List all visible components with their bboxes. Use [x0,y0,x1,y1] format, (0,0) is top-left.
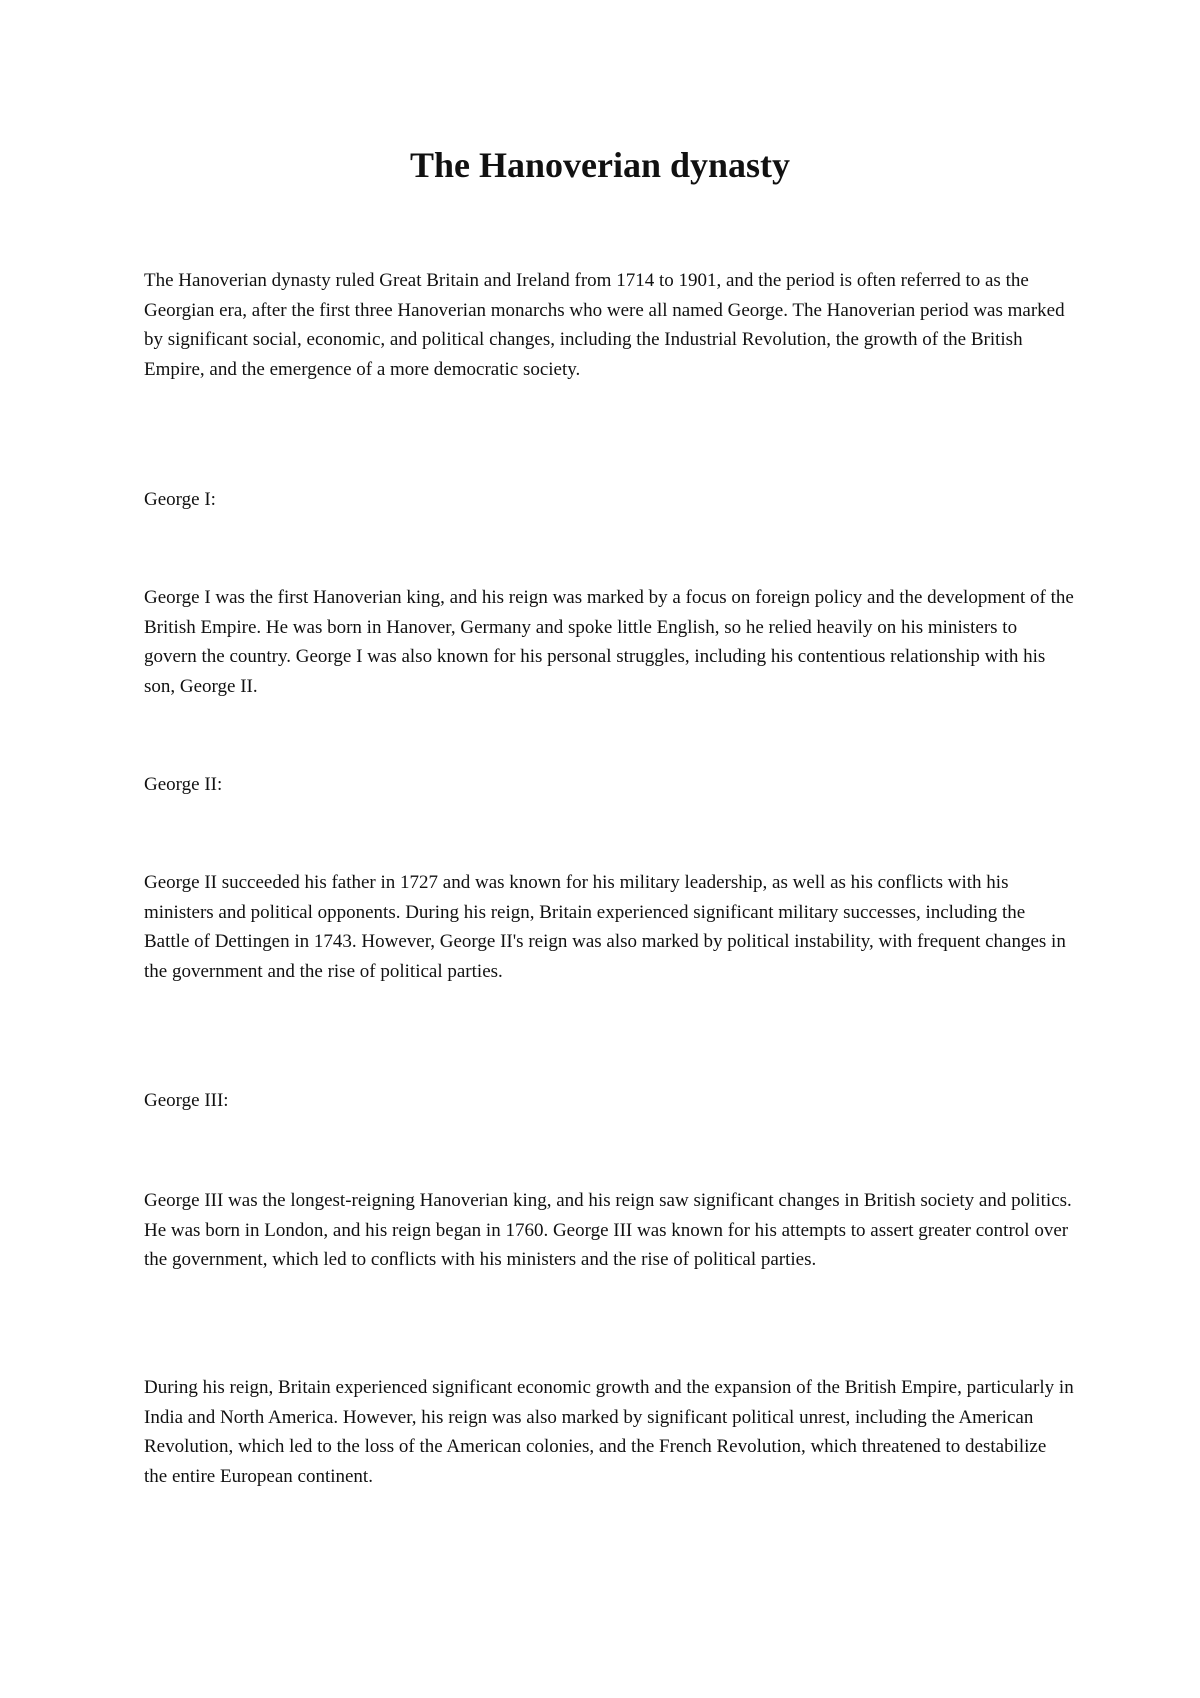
section-heading-george-ii: George II: [144,774,223,795]
george-iii-paragraph-2: During his reign, Britain experienced significant economic growth and the expansion of the British Empire, particularly in India and North America. However, his reign was also marked by significant political unrest, including the American Revolution, which led to the loss of the American colonies, and the French Revolution, which threatened to destabilize the entire European continent. [144,1377,1074,1487]
intro-paragraph: The Hanoverian dynasty ruled Great Britain and Ireland from 1714 to 1901, and the period is often referred to as the Georgian era, after the first three Hanoverian monarchs who were all named George. The Hanoverian period was marked by significant social, economic, and political changes, including the Industrial Revolution, the growth of the British Empire, and the emergence of a more democratic society. [144,270,1065,380]
george-i-paragraph: George I was the first Hanoverian king, and his reign was marked by a focus on foreign policy and the development of the British Empire. He was born in Hanover, Germany and spoke little English, so he relied heavily on his ministers to govern the country. George I was also known for his personal struggles, including his contentious relationship with his son, George II. [144,587,1074,697]
george-ii-paragraph: George II succeeded his father in 1727 and was known for his military leadership, as well as his conflicts with his ministers and political opponents. During his reign, Britain experienced significant military successes, including the Battle of Dettingen in 1743. However, George II's reign was also marked by political instability, with frequent changes in the government and the rise of political parties. [144,872,1066,982]
section-heading-george-iii: George III: [144,1090,229,1111]
george-iii-paragraph-1: George III was the longest-reigning Hanoverian king, and his reign saw significant changes in British society and politics. He was born in London, and his reign began in 1760. George III was known for his attempts to assert greater control over the government, which led to conflicts with his ministers and the rise of political parties. [144,1190,1072,1270]
document-title: The Hanoverian dynasty [409,145,791,185]
section-heading-george-i: George I: [144,489,216,510]
